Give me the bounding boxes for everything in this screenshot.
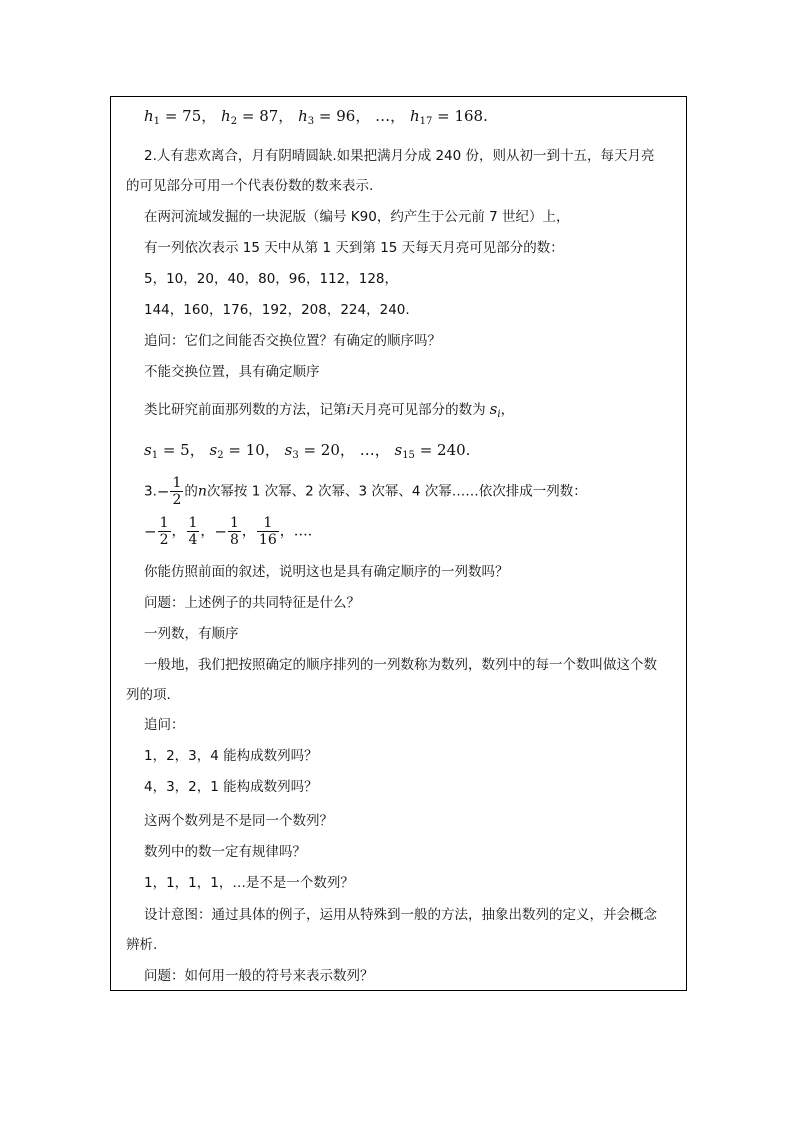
separator: ， (201, 107, 217, 125)
fraction-denominator: 2 (159, 532, 169, 548)
s2-subscript: 2 (217, 450, 224, 461)
s15-value: = 240 (414, 441, 466, 459)
s15-subscript: 15 (402, 450, 415, 461)
s1-subscript: 1 (151, 450, 159, 461)
s3-subscript: 3 (292, 450, 299, 461)
s3-value: = 20 (298, 441, 340, 459)
question-regularity: 数列中的数一定有规律吗？ (144, 844, 306, 860)
separator: ， (189, 441, 205, 459)
separator: ， (390, 107, 406, 125)
h1-value: = 75 (160, 107, 202, 125)
separator: ， (278, 107, 294, 125)
fraction-numerator: 1 (159, 515, 169, 531)
fraction-denominator: 16 (258, 532, 277, 548)
s1-symbol: s (144, 441, 152, 459)
h17-value: = 168 (432, 107, 484, 125)
ellipsis: … (359, 441, 375, 459)
s-subscript-i: i (497, 409, 501, 420)
s3-symbol: s (284, 441, 293, 459)
separator: ， (241, 523, 256, 540)
paragraph-clay-tablet: 在两河流域发掘的一块泥版（编号 K90，约产生于公元前 7 世纪）上， (144, 209, 570, 225)
s2-value: = 10 (223, 441, 265, 459)
powers-text: 次幂按 1 次幂、2 次幂、3 次幂、4 次幂……依次排成一列数： (206, 483, 587, 500)
s2-symbol: s (209, 441, 218, 459)
variable-n: n (197, 483, 207, 500)
separator: ， (171, 523, 186, 540)
separator: ， (264, 441, 280, 459)
sequence-tail: ，…. (279, 523, 313, 540)
h2-subscript: 2 (230, 116, 238, 127)
fraction-denominator: 8 (230, 532, 239, 548)
minus-sign: − (214, 522, 227, 541)
s15-symbol: s (394, 441, 403, 459)
fraction-numerator: 1 (230, 515, 239, 531)
paragraph-analogy (144, 399, 514, 425)
h17-symbol: h (409, 107, 420, 125)
fraction-sequence (144, 515, 312, 548)
variable-i: i (346, 403, 351, 418)
fraction-1-2 (158, 515, 171, 548)
separator: ， (339, 441, 355, 459)
period: . (465, 441, 471, 459)
h17-subscript: 17 (419, 116, 433, 127)
h-values-line (144, 106, 488, 132)
h1-subscript: 1 (153, 116, 161, 127)
definition-sequence: 一般地，我们把按照确定的顺序排列的一列数称为数列，数列中的每一个数叫做这个数列的项. (126, 657, 657, 703)
period: . (483, 107, 488, 125)
analogy-text-middle: 天月亮可见部分的数为 (350, 402, 486, 418)
paragraph-powers (144, 475, 587, 508)
s1-value: = 5 (158, 441, 190, 459)
question-same-sequence: 这两个数列是不是同一个数列？ (144, 813, 333, 829)
minus-sign: − (144, 522, 157, 541)
fraction-denominator: 2 (172, 492, 182, 508)
s-symbol: s (489, 400, 498, 418)
sequence-row-1: 5，10，20，40，80，96，112，128， (144, 271, 399, 287)
h1-symbol: h (144, 107, 154, 125)
analogy-text-start: 类比研究前面那列数的方法，记第 (144, 402, 347, 418)
fraction-one-half (170, 475, 183, 508)
question-4321: 4，3，2，1 能构成数列吗？ (144, 779, 318, 795)
h3-value: = 96 (314, 107, 356, 125)
question-common-feature: 问题：上述例子的共同特征是什么？ (144, 595, 360, 611)
paragraph-imitate: 你能仿照前面的叙述，说明这也是具有确定顺序的一列数吗？ (144, 564, 509, 580)
ellipsis: … (375, 107, 391, 125)
design-intent: 设计意图：通过具体的例子，运用从特殊到一般的方法，抽象出数列的定义，并会概念辨析. (126, 907, 657, 953)
question-constant-sequence: 1，1，1，1，…是不是一个数列？ (144, 875, 354, 891)
answer-sequence-order: 一列数，有顺序 (144, 626, 239, 642)
follow-up-question: 追问：它们之间能否交换位置？有确定的顺序吗？ (144, 333, 441, 349)
separator: ， (374, 441, 390, 459)
h3-subscript: 3 (307, 116, 315, 127)
fraction-1-8 (228, 515, 241, 548)
s-values-line (144, 440, 470, 466)
h2-value: = 87 (237, 107, 279, 125)
h2-symbol: h (221, 107, 231, 125)
comma: ， (500, 402, 515, 418)
question-1234: 1，2，3，4 能构成数列吗？ (144, 748, 318, 764)
paragraph-moon-intro: 2.人有悲欢离合，月有阴晴圆缺.如果把满月分成 240 份，则从初一到十五，每天月亮的可见部分可用一个代表份数的数来表示. (126, 148, 655, 194)
minus-sign: − (156, 482, 170, 501)
fraction-numerator: 1 (172, 475, 182, 491)
de-char: 的 (184, 483, 198, 500)
answer-fixed-order: 不能交换位置，具有确定顺序 (144, 364, 320, 380)
fraction-denominator: 4 (188, 532, 198, 548)
follow-up-label: 追问： (144, 717, 185, 733)
fraction-numerator: 1 (188, 515, 198, 531)
fraction-1-16 (257, 515, 279, 548)
separator: ， (200, 523, 215, 540)
h3-symbol: h (298, 107, 308, 125)
question-notation: 问题：如何用一般的符号来表示数列？ (144, 968, 374, 984)
sequence-row-2: 144，160，176，192，208，224，240. (144, 302, 410, 318)
paragraph-sequence-intro: 有一列依次表示 15 天中从第 1 天到第 15 天每天月亮可见部分的数： (144, 240, 564, 256)
item-number: 3. (144, 483, 157, 500)
fraction-1-4 (187, 515, 200, 548)
separator: ， (355, 107, 371, 125)
fraction-numerator: 1 (257, 515, 279, 532)
